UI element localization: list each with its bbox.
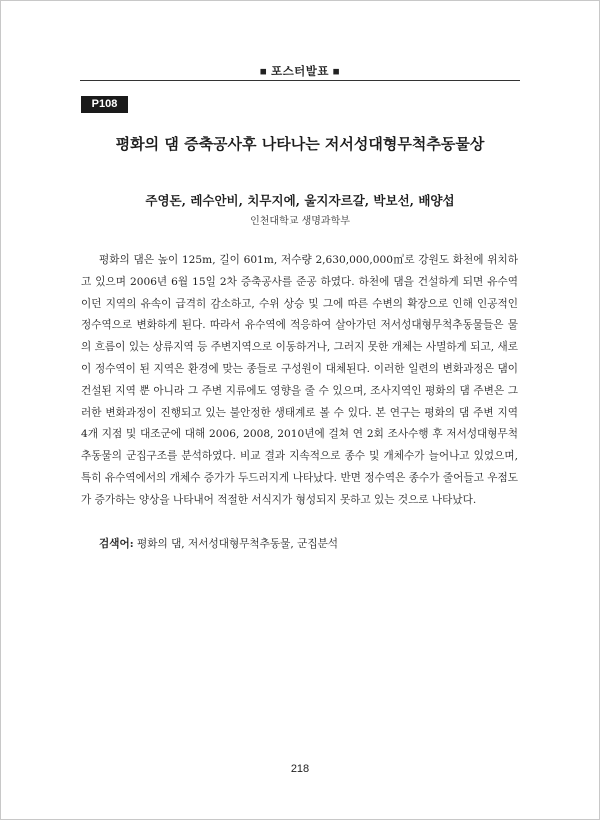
page-number: 218 bbox=[290, 763, 310, 775]
abstract-body: 평화의 댐은 높이 125m, 길이 601m, 저수량 2,630,000,000㎥로 강원도 화천에 위치하고 있으며 2006년 6월 15일 2차 증축공사를 준공 하였다. 하천에 댐을 건설하게 되면 유수역이던 지역의 유속이 급격히 감소하고, 수위 상승 및 그에 따른 수변의 확장으로 인해 인공적인 정수역으로 변화하게 된다. 따라서 유수역에 적응하여 살아가던 저서성대형무척추동물들은 물의 흐름이 있는 상류지역 등 주변지역으로 이동하거나, 그러지 못한 개체는 사멸하게 되고, 새로이 정수역이 된 지역은 환경에 맞는 종들로 구성원이 대체된다. 이러한 일련의 변화과정은 댐이 건설된 지역 뿐 아니라 그 주변 지류에도 영향을 줄 수 있으며, 조사지역인 평화의 댐 주변은 그러한 변화과정이 진행되고 있는 불안정한 생태계로 볼 수 있다. 본 연구는 평화의 댐 주변 지역 4개 지점 및 대조군에 대해 2006, 2008, 2010년에 걸쳐 연 2회 조사수행 후 저서성대형무척추동물의 군집구조를 분석하였다. 비교 결과 지속적으로 종수 및 개체수가 늘어나고 있었으며, 특히 유수역에서의 개체수 증가가 두드러지게 나타났다. 반면 정수역은 종수가 줄어들고 우점도가 증가하는 양상을 나타내어 적절한 서식지가 형성되지 못하고 있는 것으로 나타났다. bbox=[81, 254, 518, 506]
affiliation: 인천대학교 생명과학부 bbox=[250, 216, 350, 227]
keywords-line bbox=[81, 536, 518, 551]
paper-title: 평화의 댐 증축공사후 나타나는 저서성대형무척추동물상 bbox=[115, 135, 485, 153]
poster-id-badge: P108 bbox=[81, 96, 128, 113]
section-header: ■ 포스터발표 ■ bbox=[259, 66, 341, 78]
header-divider bbox=[80, 80, 520, 81]
author-list: 주영돈, 레수안비, 치무지에, 울지자르갈, 박보선, 배양섭 bbox=[145, 193, 455, 208]
keywords-value: 평화의 댐, 저서성대형무척추동물, 군집분석 bbox=[137, 538, 339, 550]
keywords-label: 검색어: bbox=[99, 538, 134, 550]
